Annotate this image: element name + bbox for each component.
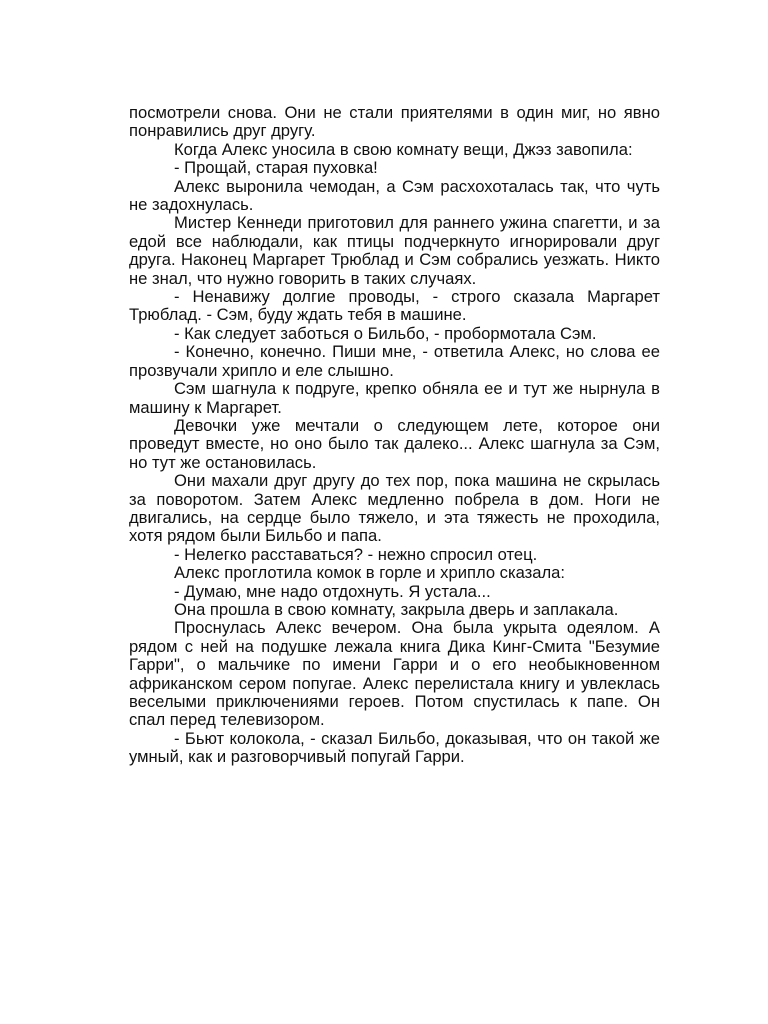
paragraph: - Бьют колокола, - сказал Бильбо, доказывая, что он такой же умный, как и разговорчивый попугай Гарри. (129, 728, 660, 767)
paragraph: Проснулась Алекс вечером. Она была укрыта одеялом. А рядом с ней на подушке лежала книга Дика Кинг-Смита "Безумие Гарри", о мальчике по имени Гарри и о его необыкновенном африканском сером попугае. Алекс перелистала книгу и увлеклась веселыми приключениями героев. Потом спустилась к папе. Он спал перед телевизором. (129, 618, 660, 730)
paragraph: Девочки уже мечтали о следующем лете, которое они проведут вместе, но оно было так далеко... Алекс шагнула за Сэм, но тут же остановилась. (129, 415, 660, 472)
paragraph: Мистер Кеннеди приготовил для раннего ужина спагетти, и за едой все наблюдали, как птицы подчеркнуто игнорировали друг друга. Наконец Маргарет Трюблад и Сэм собрались уезжать. Никто не знал, что нужно говорить в таких случаях. (129, 213, 660, 288)
paragraph: посмотрели снова. Они не стали приятелями в один миг, но явно понравились друг другу. (129, 103, 660, 141)
paragraph: Алекс проглотила комок в горле и хрипло сказала: (174, 563, 565, 583)
paragraph: - Как следует заботься о Бильбо, - пробормотала Сэм. (174, 323, 597, 343)
paragraph: Когда Алекс уносила в свою комнату вещи, Джэз завопила: (174, 139, 633, 159)
page-text-column (129, 104, 660, 767)
paragraph: Они махали друг другу до тех пор, пока машина не скрылась за поворотом. Затем Алекс медленно побрела в дом. Ноги не двигались, на сердце было тяжело, и эта тяжесть не проходила, хотя рядом были Бильбо и папа. (129, 471, 660, 546)
paragraph: - Конечно, конечно. Пиши мне, - ответила Алекс, но слова ее прозвучали хрипло и еле слышно. (129, 342, 660, 380)
paragraph: Она прошла в свою комнату, закрыла дверь и заплакала. (174, 599, 619, 619)
paragraph: - Думаю, мне надо отдохнуть. Я устала... (174, 581, 491, 601)
paragraph: - Ненавижу долгие проводы, - строго сказала Маргарет Трюблад. - Сэм, буду ждать тебя в машине. (129, 287, 660, 325)
paragraph: - Нелегко расставаться? - нежно спросил отец. (174, 544, 538, 564)
paragraph: Сэм шагнула к подруге, крепко обняла ее и тут же нырнула в машину к Маргарет. (129, 379, 660, 417)
paragraph: Алекс выронила чемодан, а Сэм расхохоталась так, что чуть не задохнулась. (129, 176, 660, 215)
paragraph: - Прощай, старая пуховка! (174, 158, 378, 178)
